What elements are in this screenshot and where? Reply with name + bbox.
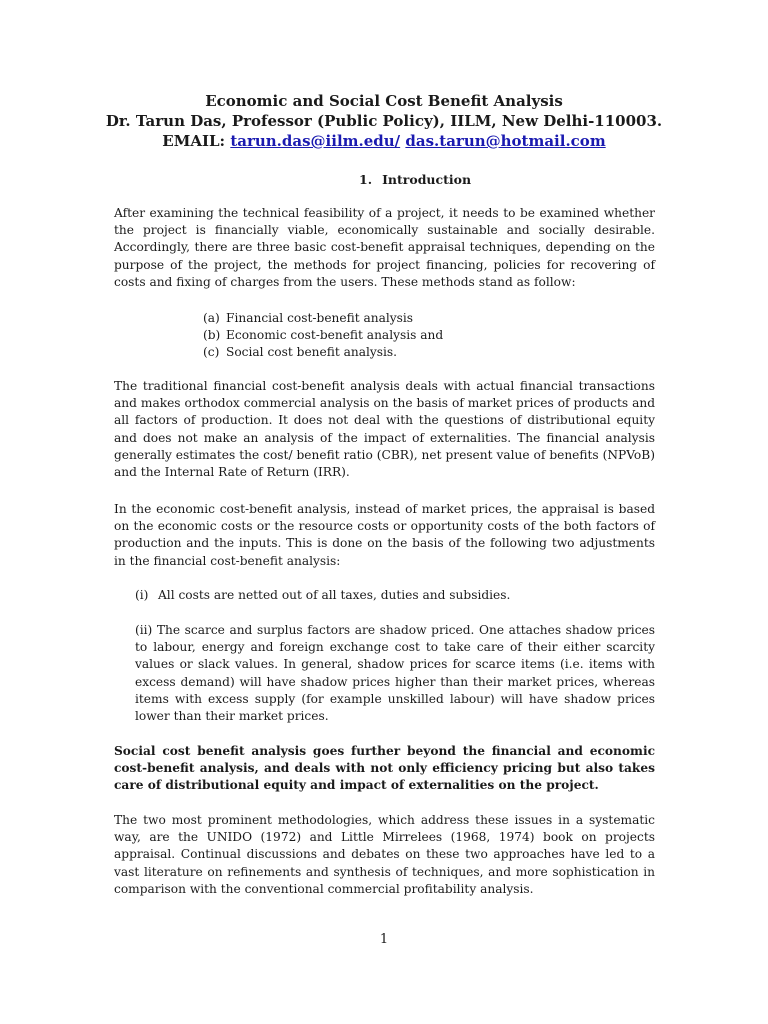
section-heading	[359, 172, 471, 187]
email-link-hotmail[interactable]: das.tarun@hotmail.com	[405, 132, 606, 150]
paragraph-economic-analysis: In the economic cost-benefit analysis, instead of market prices, the appraisal is based on the economic costs or the resource costs or opportunity costs of the both factors of production and the inputs. This is done on the basis of the following two adjustments in the financial cost-benefit analysis:	[114, 502, 655, 568]
list-marker: (b)	[203, 328, 221, 342]
list-text: Economic cost-benefit analysis and	[226, 328, 444, 342]
paragraph-methodologies: The two most prominent methodologies, which address these issues in a systematic way, are the UNIDO (1972) and Little Mirrelees (1968, 1974) book on projects appraisal. Continual discussions and debates on these two approaches have led to a vast literature on refinements and synthesis of techniques, and more sophistication in comparison with the conventional commercial profitability analysis.	[114, 813, 655, 896]
section-number: 1.	[359, 172, 373, 187]
list-marker: (c)	[203, 345, 220, 359]
paragraph-intro: After examining the technical feasibility of a project, it needs to be examined whether the project is financially viable, economically sustainable and socially desirable. Accordingly, there are three basic cost-benefit appraisal techniques, depending on the purpose of the project, the methods for project financing, policies for recovering of costs and fixing of charges from the users. These methods stand as follow:	[114, 206, 655, 289]
adjustment-item-ii: (ii) The scarce and surplus factors are shadow priced. One attaches shadow prices to labour, energy and foreign exchange cost to take care of their either scarcity values or slack values. In general, shadow prices for scarce items (i.e. items with excess demand) will have shadow prices higher than their market prices, whereas items with excess supply (for example unskilled labour) will have shadow prices lower than their market prices.	[135, 623, 655, 724]
adjustment-item-i	[135, 587, 510, 604]
paragraph-social-cba: Social cost benefit analysis goes further beyond the financial and economic cost-benefit analysis, and deals with not only efficiency pricing but also takes care of distributional equity and impact of externalities on the project.	[114, 744, 655, 793]
list-marker: (a)	[203, 311, 220, 325]
document-title: Economic and Social Cost Benefit Analysis	[205, 92, 563, 110]
list-item	[203, 344, 397, 361]
paragraph-financial-analysis: The traditional financial cost-benefit analysis deals with actual financial transactions and makes orthodox commercial analysis on the basis of market prices of products and all factors of production. It does not deal with the questions of distributional equity and does not make an analysis of the impact of externalities. The financial analysis generally estimates the cost/ benefit ratio (CBR), net present value of benefits (NPVoB) and the Internal Rate of Return (IRR).	[114, 379, 655, 480]
page-number: 1	[379, 932, 389, 947]
list-item	[203, 327, 443, 344]
adjustment-marker: (i)	[135, 588, 149, 602]
email-link-iilm[interactable]: tarun.das@iilm.edu/	[230, 132, 401, 150]
section-title: Introduction	[382, 172, 472, 187]
list-item	[203, 310, 413, 327]
adjustment-text: All costs are netted out of all taxes, duties and subsidies.	[158, 588, 511, 602]
list-text: Social cost benefit analysis.	[226, 345, 398, 359]
email-line	[100, 132, 668, 151]
email-label: EMAIL:	[162, 132, 226, 150]
author-line: Dr. Tarun Das, Professor (Public Policy), IILM, New Delhi-110003.	[105, 112, 663, 130]
list-text: Financial cost-benefit analysis	[226, 311, 414, 325]
